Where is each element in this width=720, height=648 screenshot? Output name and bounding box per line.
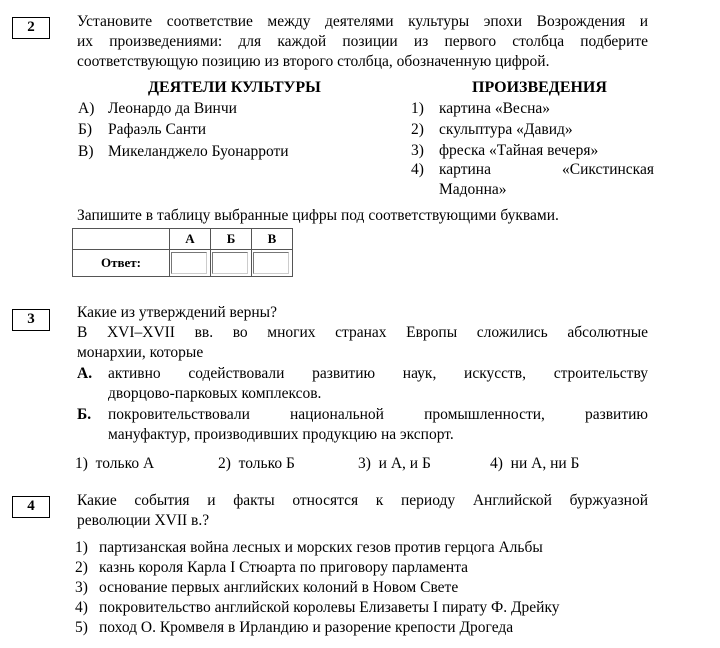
option-number: 3) bbox=[75, 579, 88, 596]
q4-option-4[interactable] bbox=[75, 598, 560, 618]
q3-statement-a-line-2: дворцово-парковых комплексов. bbox=[108, 385, 322, 402]
item-number: 2) bbox=[411, 121, 424, 138]
option-number: 3) bbox=[358, 455, 371, 472]
q3-statement-a-line-1: активно содействовали развитию наук, искусств, строительству bbox=[108, 365, 648, 382]
option-number: 1) bbox=[75, 455, 88, 472]
q2-table-instruction: Запишите в таблицу выбранные цифры под соответствующими буквами. bbox=[77, 207, 559, 224]
q3-statement-b-letter: Б. bbox=[77, 406, 92, 423]
answer-header-c: В bbox=[252, 229, 293, 250]
q4-option-1[interactable] bbox=[75, 538, 543, 558]
q4-option-5[interactable] bbox=[75, 618, 513, 638]
option-text: и А, и Б bbox=[378, 455, 431, 472]
q2-left-item-a bbox=[78, 99, 237, 119]
item-number: 4) bbox=[411, 161, 424, 178]
answer-cell-b[interactable] bbox=[211, 250, 252, 277]
q3-stem-line-1: В XVI–XVII вв. во многих странах Европы сложились абсолютные bbox=[77, 324, 648, 341]
answer-header-a: А bbox=[170, 229, 211, 250]
option-text: казнь короля Карла I Стюарта по приговору парламента bbox=[99, 559, 469, 576]
q3-statement-b-line-2: мануфактур, производивших продукцию на экспорт. bbox=[108, 426, 454, 443]
q2-right-item-2 bbox=[411, 120, 573, 140]
item-letter: В) bbox=[78, 143, 94, 160]
item-number: 3) bbox=[411, 142, 424, 159]
q3-option-1[interactable] bbox=[75, 454, 154, 474]
answer-cell-c[interactable] bbox=[252, 250, 293, 277]
q4-option-3[interactable] bbox=[75, 578, 458, 598]
q2-prompt-line-2: их произведениями: для каждой позиции из первого столбца подберите bbox=[77, 33, 648, 50]
q2-right-item-3 bbox=[411, 141, 598, 161]
q2-prompt-line-1: Установите соответствие между деятелями культуры эпохи Возрождения и bbox=[77, 13, 648, 30]
question-number-3: 3 bbox=[12, 309, 50, 331]
answer-table-corner bbox=[73, 229, 170, 250]
option-number: 4) bbox=[75, 599, 88, 616]
item-text: Рафаэль Санти bbox=[108, 121, 207, 138]
q3-stem-line-2: монархии, которые bbox=[77, 344, 204, 361]
q2-left-header: ДЕЯТЕЛИ КУЛЬТУРЫ bbox=[148, 79, 321, 96]
q3-option-3[interactable] bbox=[358, 454, 431, 474]
q2-right-item-4-cont: Мадонна» bbox=[439, 181, 507, 198]
option-number: 1) bbox=[75, 539, 88, 556]
item-letter: Б) bbox=[78, 121, 93, 138]
item-letter: А) bbox=[78, 100, 95, 117]
q2-prompt-line-3: соответствующую позицию из второго столбца, обозначенную цифрой. bbox=[77, 53, 550, 70]
option-text: только Б bbox=[238, 455, 295, 472]
option-text: основание первых английских колоний в Новом Свете bbox=[99, 579, 459, 596]
option-number: 4) bbox=[490, 455, 503, 472]
q3-statement-b-line-1: покровительствовали национальной промышленности, развитию bbox=[108, 406, 648, 423]
item-text: фреска «Тайная вечеря» bbox=[439, 142, 599, 159]
option-text: ни А, ни Б bbox=[510, 455, 580, 472]
item-text: Микеланджело Буонарроти bbox=[108, 143, 289, 160]
q4-option-2[interactable] bbox=[75, 558, 468, 578]
question-number-2: 2 bbox=[12, 17, 50, 39]
question-number-4: 4 bbox=[12, 496, 50, 518]
item-text-part-1: картина bbox=[439, 161, 491, 178]
q3-statement-a-letter: А. bbox=[77, 365, 93, 382]
option-number: 2) bbox=[218, 455, 231, 472]
item-number: 1) bbox=[411, 100, 424, 117]
option-text: партизанская война лесных и морских гезов против герцога Альбы bbox=[99, 539, 543, 556]
item-text: картина «Весна» bbox=[439, 100, 550, 117]
option-text: поход О. Кромвеля в Ирландию и разорение крепости Дрогеда bbox=[99, 619, 514, 636]
q3-option-2[interactable] bbox=[218, 454, 295, 474]
q2-answer-table bbox=[72, 228, 293, 277]
q2-right-header: ПРОИЗВЕДЕНИЯ bbox=[472, 79, 607, 96]
item-text: Леонардо да Винчи bbox=[108, 100, 237, 117]
q2-left-item-b bbox=[78, 120, 206, 140]
option-number: 5) bbox=[75, 619, 88, 636]
option-text: покровительство английской королевы Елизаветы I пирату Ф. Дрейку bbox=[99, 599, 560, 616]
option-text: только А bbox=[95, 455, 155, 472]
option-number: 2) bbox=[75, 559, 88, 576]
q2-left-item-c bbox=[78, 142, 289, 162]
q4-question-line-1: Какие события и факты относятся к периоду Английской буржуазной bbox=[77, 492, 648, 509]
q2-right-item-4 bbox=[411, 160, 654, 180]
item-text-part-2: «Сикстинская bbox=[562, 161, 654, 178]
q3-question: Какие из утверждений верны? bbox=[77, 304, 277, 321]
answer-row-label: Ответ: bbox=[73, 250, 170, 277]
answer-header-b: Б bbox=[211, 229, 252, 250]
q3-option-4[interactable] bbox=[490, 454, 579, 474]
q4-question-line-2: революции XVII в.? bbox=[77, 512, 210, 529]
item-text: скульптура «Давид» bbox=[439, 121, 573, 138]
answer-cell-a[interactable] bbox=[170, 250, 211, 277]
q2-right-item-1 bbox=[411, 99, 550, 119]
